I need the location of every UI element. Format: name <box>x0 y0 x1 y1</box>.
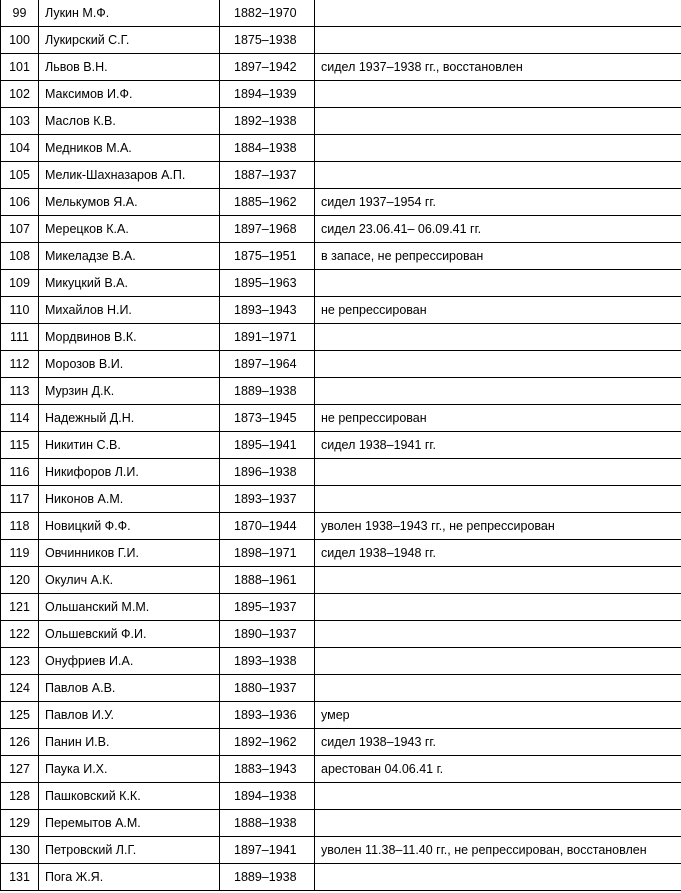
life-years-cell: 1870–1944 <box>220 513 315 540</box>
note-cell <box>315 810 681 837</box>
life-years-cell: 1885–1962 <box>220 189 315 216</box>
row-number-cell: 100 <box>1 27 39 54</box>
life-years-cell: 1891–1971 <box>220 324 315 351</box>
row-number-cell: 116 <box>1 459 39 486</box>
row-number-cell: 124 <box>1 675 39 702</box>
life-years-cell: 1897–1942 <box>220 54 315 81</box>
row-number-cell: 118 <box>1 513 39 540</box>
note-cell <box>315 864 681 891</box>
life-years-cell: 1875–1938 <box>220 27 315 54</box>
person-name-cell: Никифоров Л.И. <box>39 459 220 486</box>
row-number-cell: 125 <box>1 702 39 729</box>
note-cell <box>315 378 681 405</box>
row-number-cell: 110 <box>1 297 39 324</box>
person-name-cell: Львов В.Н. <box>39 54 220 81</box>
table-row <box>1 0 681 27</box>
row-number-cell: 101 <box>1 54 39 81</box>
person-name-cell: Новицкий Ф.Ф. <box>39 513 220 540</box>
table-row <box>1 108 681 135</box>
row-number-cell: 103 <box>1 108 39 135</box>
row-number-cell: 113 <box>1 378 39 405</box>
row-number-cell: 104 <box>1 135 39 162</box>
note-cell <box>315 135 681 162</box>
note-cell: сидел 1938–1943 гг. <box>315 729 681 756</box>
note-cell: сидел 1937–1954 гг. <box>315 189 681 216</box>
row-number-cell: 99 <box>1 0 39 27</box>
row-number-cell: 126 <box>1 729 39 756</box>
note-cell: уволен 1938–1943 гг., не репрессирован <box>315 513 681 540</box>
note-cell: уволен 11.38–11.40 гг., не репрессирован, восстановлен <box>315 837 681 864</box>
person-name-cell: Микуцкий В.А. <box>39 270 220 297</box>
life-years-cell: 1890–1937 <box>220 621 315 648</box>
note-cell <box>315 486 681 513</box>
table-row <box>1 216 681 243</box>
life-years-cell: 1895–1941 <box>220 432 315 459</box>
table-row <box>1 837 681 864</box>
life-years-cell: 1896–1938 <box>220 459 315 486</box>
note-cell <box>315 459 681 486</box>
table-row <box>1 270 681 297</box>
person-name-cell: Мелькумов Я.А. <box>39 189 220 216</box>
table-row <box>1 54 681 81</box>
person-name-cell: Лукин М.Ф. <box>39 0 220 27</box>
table-row <box>1 378 681 405</box>
person-name-cell: Перемытов А.М. <box>39 810 220 837</box>
life-years-cell: 1880–1937 <box>220 675 315 702</box>
life-years-cell: 1888–1938 <box>220 810 315 837</box>
note-cell <box>315 594 681 621</box>
table-row <box>1 567 681 594</box>
note-cell <box>315 621 681 648</box>
row-number-cell: 114 <box>1 405 39 432</box>
life-years-cell: 1882–1970 <box>220 0 315 27</box>
life-years-cell: 1889–1938 <box>220 378 315 405</box>
table-row <box>1 459 681 486</box>
life-years-cell: 1883–1943 <box>220 756 315 783</box>
life-years-cell: 1893–1943 <box>220 297 315 324</box>
person-name-cell: Никитин С.В. <box>39 432 220 459</box>
table-row <box>1 486 681 513</box>
table-row <box>1 810 681 837</box>
person-name-cell: Петровский Л.Г. <box>39 837 220 864</box>
row-number-cell: 109 <box>1 270 39 297</box>
table-row <box>1 675 681 702</box>
table-row <box>1 540 681 567</box>
life-years-cell: 1892–1962 <box>220 729 315 756</box>
life-years-cell: 1884–1938 <box>220 135 315 162</box>
table-row <box>1 243 681 270</box>
note-cell: сидел 1938–1941 гг. <box>315 432 681 459</box>
table-row <box>1 27 681 54</box>
person-name-cell: Микеладзе В.А. <box>39 243 220 270</box>
table-row <box>1 594 681 621</box>
note-cell <box>315 324 681 351</box>
life-years-cell: 1894–1939 <box>220 81 315 108</box>
row-number-cell: 117 <box>1 486 39 513</box>
person-name-cell: Мурзин Д.К. <box>39 378 220 405</box>
table-row <box>1 864 681 891</box>
table-row <box>1 756 681 783</box>
row-number-cell: 120 <box>1 567 39 594</box>
table-row <box>1 513 681 540</box>
life-years-cell: 1892–1938 <box>220 108 315 135</box>
person-name-cell: Павлов А.В. <box>39 675 220 702</box>
person-name-cell: Лукирский С.Г. <box>39 27 220 54</box>
person-name-cell: Пашковский К.К. <box>39 783 220 810</box>
person-name-cell: Никонов А.М. <box>39 486 220 513</box>
person-name-cell: Медников М.А. <box>39 135 220 162</box>
life-years-cell: 1887–1937 <box>220 162 315 189</box>
row-number-cell: 102 <box>1 81 39 108</box>
person-name-cell: Окулич А.К. <box>39 567 220 594</box>
note-cell <box>315 81 681 108</box>
table-body <box>1 0 681 891</box>
row-number-cell: 127 <box>1 756 39 783</box>
life-years-cell: 1873–1945 <box>220 405 315 432</box>
note-cell: сидел 23.06.41– 06.09.41 гг. <box>315 216 681 243</box>
life-years-cell: 1894–1938 <box>220 783 315 810</box>
note-cell <box>315 0 681 27</box>
note-cell <box>315 783 681 810</box>
note-cell: сидел 1938–1948 гг. <box>315 540 681 567</box>
row-number-cell: 128 <box>1 783 39 810</box>
person-name-cell: Мерецков К.А. <box>39 216 220 243</box>
row-number-cell: 111 <box>1 324 39 351</box>
row-number-cell: 130 <box>1 837 39 864</box>
table-row <box>1 783 681 810</box>
person-name-cell: Михайлов Н.И. <box>39 297 220 324</box>
row-number-cell: 123 <box>1 648 39 675</box>
row-number-cell: 106 <box>1 189 39 216</box>
person-name-cell: Овчинников Г.И. <box>39 540 220 567</box>
note-cell <box>315 648 681 675</box>
row-number-cell: 131 <box>1 864 39 891</box>
life-years-cell: 1895–1937 <box>220 594 315 621</box>
note-cell: сидел 1937–1938 гг., восстановлен <box>315 54 681 81</box>
note-cell: умер <box>315 702 681 729</box>
life-years-cell: 1898–1971 <box>220 540 315 567</box>
table-row <box>1 405 681 432</box>
table-row <box>1 729 681 756</box>
life-years-cell: 1897–1941 <box>220 837 315 864</box>
table-row <box>1 297 681 324</box>
note-cell: арестован 04.06.41 г. <box>315 756 681 783</box>
table-row <box>1 621 681 648</box>
table-row <box>1 135 681 162</box>
row-number-cell: 108 <box>1 243 39 270</box>
row-number-cell: 105 <box>1 162 39 189</box>
life-years-cell: 1889–1938 <box>220 864 315 891</box>
table-row <box>1 324 681 351</box>
table-row <box>1 351 681 378</box>
note-cell <box>315 270 681 297</box>
life-years-cell: 1897–1968 <box>220 216 315 243</box>
person-name-cell: Ольшевский Ф.И. <box>39 621 220 648</box>
table-row <box>1 648 681 675</box>
life-years-cell: 1875–1951 <box>220 243 315 270</box>
life-years-cell: 1893–1936 <box>220 702 315 729</box>
person-name-cell: Панин И.В. <box>39 729 220 756</box>
table-row <box>1 189 681 216</box>
person-name-cell: Мелик-Шахназаров А.П. <box>39 162 220 189</box>
table-row <box>1 162 681 189</box>
person-name-cell: Ольшанский М.М. <box>39 594 220 621</box>
row-number-cell: 122 <box>1 621 39 648</box>
note-cell <box>315 108 681 135</box>
life-years-cell: 1888–1961 <box>220 567 315 594</box>
note-cell: не репрессирован <box>315 297 681 324</box>
life-years-cell: 1893–1938 <box>220 648 315 675</box>
note-cell <box>315 567 681 594</box>
person-name-cell: Надежный Д.Н. <box>39 405 220 432</box>
person-name-cell: Мордвинов В.К. <box>39 324 220 351</box>
table-row <box>1 702 681 729</box>
note-cell: не репрессирован <box>315 405 681 432</box>
row-number-cell: 107 <box>1 216 39 243</box>
person-name-cell: Онуфриев И.А. <box>39 648 220 675</box>
person-name-cell: Павлов И.У. <box>39 702 220 729</box>
life-years-cell: 1895–1963 <box>220 270 315 297</box>
row-number-cell: 112 <box>1 351 39 378</box>
row-number-cell: 121 <box>1 594 39 621</box>
person-name-cell: Пога Ж.Я. <box>39 864 220 891</box>
table-row <box>1 432 681 459</box>
life-years-cell: 1897–1964 <box>220 351 315 378</box>
person-name-cell: Максимов И.Ф. <box>39 81 220 108</box>
note-cell <box>315 162 681 189</box>
person-name-cell: Паука И.Х. <box>39 756 220 783</box>
row-number-cell: 129 <box>1 810 39 837</box>
row-number-cell: 119 <box>1 540 39 567</box>
note-cell: в запасе, не репрессирован <box>315 243 681 270</box>
table-row <box>1 81 681 108</box>
row-number-cell: 115 <box>1 432 39 459</box>
note-cell <box>315 27 681 54</box>
note-cell <box>315 675 681 702</box>
person-name-cell: Морозов В.И. <box>39 351 220 378</box>
note-cell <box>315 351 681 378</box>
person-name-cell: Маслов К.В. <box>39 108 220 135</box>
life-years-cell: 1893–1937 <box>220 486 315 513</box>
